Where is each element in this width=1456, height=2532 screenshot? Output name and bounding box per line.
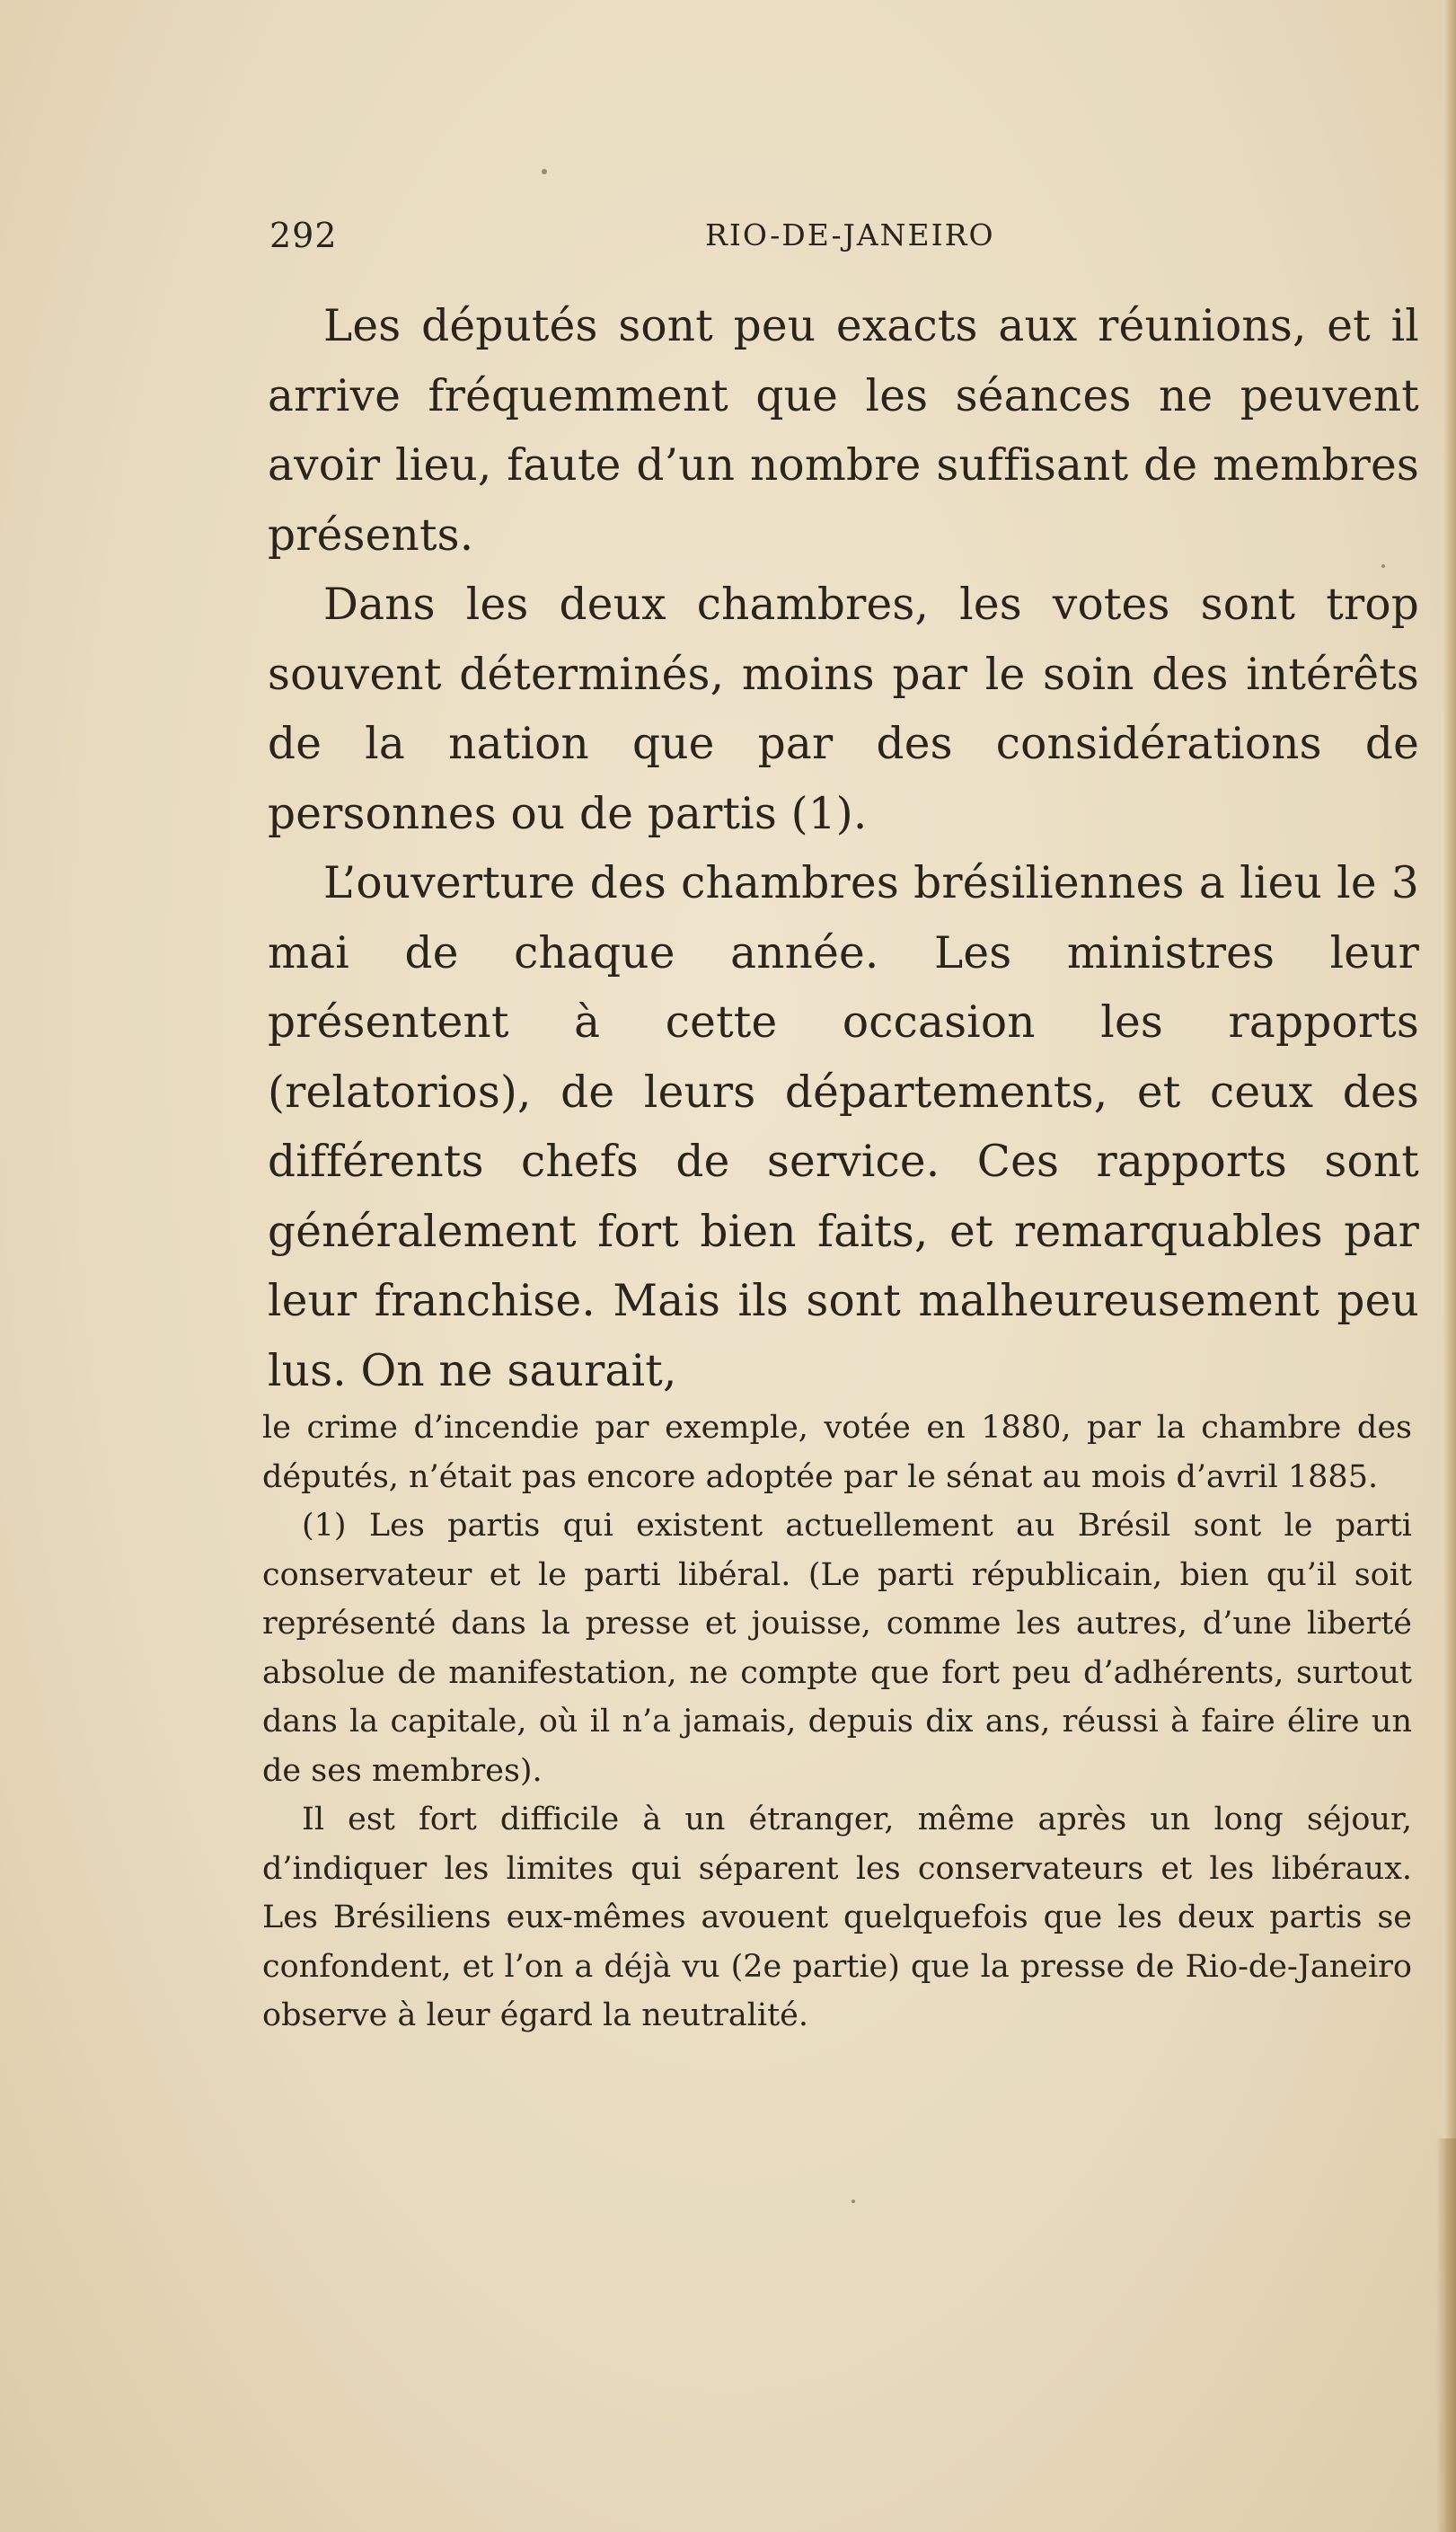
running-head [269,216,1415,261]
footnote-1: (1) Les partis qui existent actuellement au Brésil sont le parti conservateur et le parti libéral. (Le parti républicain, bien qu’il soit représenté dans la presse et jouisse, comme les autres, d’une liberté absolue de manifestation, ne compte que fort peu d’adhérents, surtout dans la capitale, où il n’a jamais, depuis dix ans, réussi à faire élire un de ses membres). [262,1508,1412,1789]
paragraph-3: L’ouverture des chambres brésiliennes a lieu le 3 mai de chaque année. Les ministres leur présentent à cette occasion les rapports (relatorios), de leurs départements, et ceux des différents chefs de service. Ces rapports sont généralement fort bien faits, et remarquables par leur franchise. Mais ils sont malheureusement peu lus. On ne saurait, [268,858,1419,1396]
footnotes [262,1403,1412,2041]
running-title: RIO-DE-JANEIRO [705,217,995,252]
main-text [268,292,1419,1406]
footnote-2: Il est fort difficile à un étranger, même après un long séjour, d’indiquer les limites qui séparent les conservateurs et les libéraux. Les Brésiliens eux-mêmes avouent quelquefois que les deux partis se confondent, et l’on a déjà vu (2e partie) que la presse de Rio-de-Janeiro observe à leur égard la neutralité. [262,1802,1412,2033]
paper-speck [542,169,547,174]
paper-speck [852,2200,855,2203]
footnote-continued: le crime d’incendie par exemple, votée en 1880, par la chambre des députés, n’était pas encore adoptée par le sénat au mois d’avril 1885. [262,1410,1412,1495]
page-edge-shadow [1436,2138,1456,2532]
paragraph-1: Les députés sont peu exacts aux réunions, et il arrive fréquemment que les séances ne peuvent avoir lieu, faute d’un nombre suffisant de membres présents. [268,301,1419,561]
page-number: 292 [269,216,338,255]
paragraph-2: Dans les deux chambres, les votes sont trop souvent déterminés, moins par le soin des intérêts de la nation que par des considérations de personnes ou de partis (1). [268,580,1419,839]
